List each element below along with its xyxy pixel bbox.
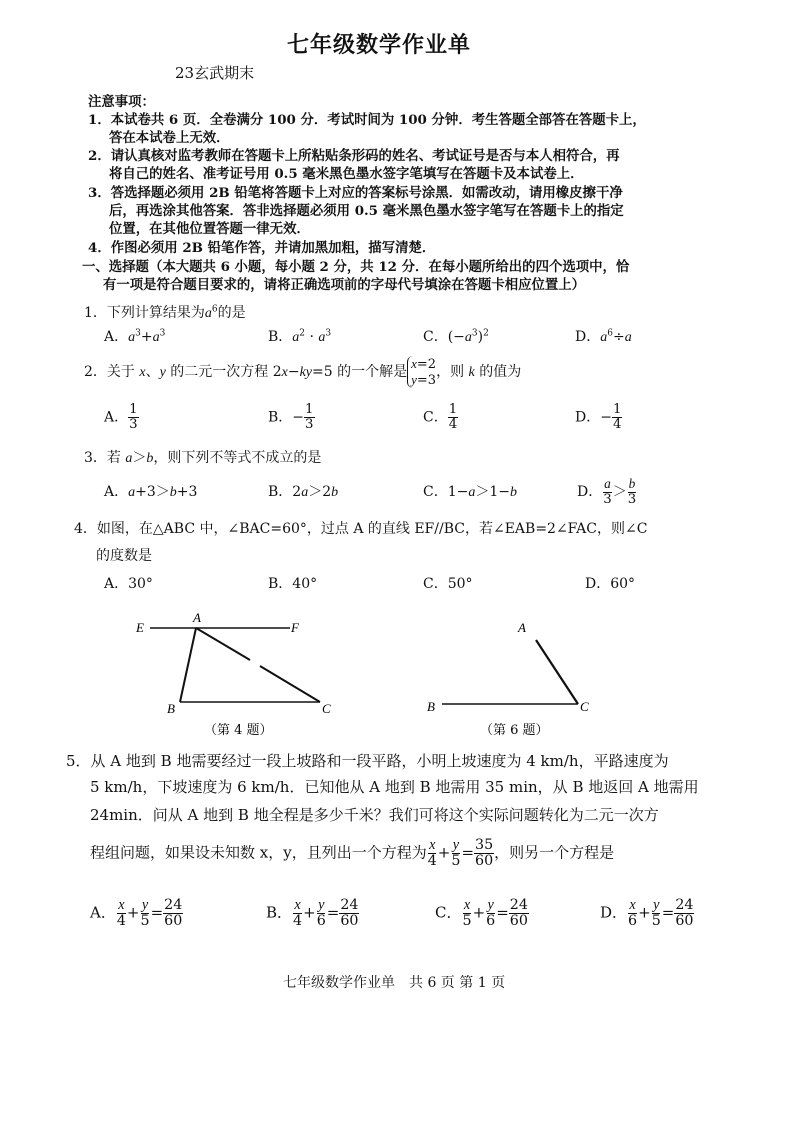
question-4: 4．如图，在△ABC 中，∠BAC=60°，过点 A 的直线 EF//BC，若∠EAB=2∠FAC，则∠C	[74, 521, 648, 537]
question-text: 若	[106, 450, 126, 466]
question-5-cont: 5 km/h，下坡速度为 6 km/h．已知他从 A 地到 B 地需用 35 min，从 B 地返回 A 地需用	[90, 778, 699, 796]
question-text: ，则另一个方程是	[494, 843, 615, 862]
figure-4-caption: （第 4 题）	[204, 723, 273, 738]
q4-option-b[interactable]: B．40°	[268, 576, 318, 592]
q1-option-b[interactable]: B．$a^2 \cdot a^3$	[268, 328, 332, 345]
note-line: 答在本试卷上无效．	[109, 130, 230, 146]
q4-option-d[interactable]: D．60°	[585, 576, 636, 592]
question-text: 关于	[106, 364, 140, 380]
label-a: A	[518, 620, 526, 635]
section-heading-cont: 有一项是符合题目要求的，请将正确选项前的字母代号填涂在答题卡相应位置上）	[103, 277, 586, 293]
label-b: B	[167, 701, 175, 716]
page-title: 七年级数学作业单	[287, 32, 472, 58]
note-line: 将自己的姓名、准考证号用 0.5 毫米黑色墨水签字笔填写在答题卡及本试卷上．	[109, 166, 584, 182]
q2-option-d[interactable]: D．− $\frac{1}{4}$	[575, 402, 622, 432]
question-1: 1．下列计算结果为$a^6$的是	[84, 304, 246, 321]
q3-option-c[interactable]: C．1−a＞1−b	[423, 484, 517, 500]
question-4-cont: 的度数是	[96, 548, 152, 564]
question-number: 1．	[84, 305, 107, 321]
question-text: 的二元一次方程	[165, 364, 273, 380]
question-number: 3．	[84, 450, 107, 466]
q4-option-a[interactable]: A．30°	[104, 576, 153, 592]
q5-option-a[interactable]: A． $\frac{x}{4}$ + $\frac{y}{5}$ = $\frac{24}{60}$	[90, 897, 183, 929]
question-text: 的是	[217, 305, 246, 321]
label-c: C	[580, 699, 589, 714]
question-2: 2．关于 x、y 的二元一次方程 2x−ky=5 的一个解是 x=2 y=3 ，则 k 的值为	[84, 356, 522, 388]
question-3: 3．若 a＞b，则下列不等式不成立的是	[84, 450, 322, 466]
segment-ac	[536, 640, 578, 704]
question-5-cont: 24min．问从 A 地到 B 地全程是多少千米？我们可将这个实际问题转化为二元一次方	[90, 806, 659, 824]
note-line: 4．作图必须用 2B 铅笔作答，并请加黑加粗，描写清楚．	[88, 240, 436, 256]
q3-option-d[interactable]: D． $\frac{a}{3}$ ＞ $\frac{b}{3}$	[577, 476, 637, 507]
note-line: 2．请认真核对监考教师在答题卡上所粘贴条形码的姓名、考试证号是否与本人相符合，再	[88, 148, 620, 164]
q1-option-c[interactable]: C．$(-a^3)^2$	[423, 328, 489, 345]
page-footer: 七年级数学作业单 共 6 页 第 1 页	[283, 975, 506, 991]
label-a: A	[193, 610, 201, 625]
notes-heading: 注意事项：	[88, 94, 155, 110]
q5-option-b[interactable]: B． $\frac{x}{4}$ + $\frac{y}{6}$ = $\frac{24}{60}$	[266, 897, 359, 929]
q5-option-c[interactable]: C． $\frac{x}{5}$ + $\frac{y}{6}$ = $\frac{24}{60}$	[435, 897, 528, 929]
figures-svg	[0, 600, 794, 750]
q3-option-b[interactable]: B．2a＞2b	[268, 484, 339, 500]
question-text: 程组问题，如果设未知数 x，y，且列出一个方程为	[90, 843, 427, 862]
figure-6	[427, 620, 589, 738]
figure-4	[135, 610, 331, 738]
question-text: ，则下列不等式不成立的是	[153, 450, 322, 466]
q2-option-a[interactable]: A． $\frac{1}{3}$	[104, 402, 138, 432]
question-text: 的值为	[474, 364, 522, 380]
segment-ab	[180, 628, 196, 702]
section-heading: 一、选择题（本大题共 6 小题，每小题 2 分，共 12 分．在每小题所给出的四个选项中，恰	[82, 259, 630, 275]
question-5-cont: 程组问题，如果设未知数 x，y，且列出一个方程为 $\frac{x}{4}$ + $\frac{y}{5}$ = $\frac{35}{60}$ ，则另一个方程是	[90, 837, 615, 869]
q4-option-c[interactable]: C．50°	[423, 576, 473, 592]
label-f: F	[291, 620, 299, 635]
note-line: 3．答选择题必须用 2B 铅笔将答题卡上对应的答案标号涂黑．如需改动，请用橡皮擦干净	[88, 185, 623, 201]
q3-option-a[interactable]: A．a+3＞b+3	[104, 484, 198, 500]
question-text: ，则	[436, 364, 469, 380]
note-line: 位置，在其他位置答题一律无效．	[109, 221, 310, 237]
question-text: 下列计算结果为	[106, 305, 205, 321]
q5-option-d[interactable]: D． $\frac{x}{6}$ + $\frac{y}{5}$ = $\frac{24}{60}$	[600, 897, 694, 929]
note-line: 后，再选涂其他答案．答非选择题必须用 0.5 毫米黑色墨水签字笔写在答题卡上的指定	[109, 203, 624, 219]
q1-option-d[interactable]: D．$a^6\div a$	[575, 328, 632, 345]
segment-ac	[196, 628, 250, 660]
note-line: 1．本试卷共 6 页．全卷满分 100 分．考试时间为 100 分钟．考生答题全部答在答题卡上，	[88, 112, 646, 128]
exam-source: 23玄武期末	[175, 64, 255, 82]
label-c: C	[322, 701, 331, 716]
figure-6-caption: （第 6 题）	[480, 723, 549, 738]
label-b: B	[427, 699, 435, 714]
q2-option-b[interactable]: B．− $\frac{1}{3}$	[268, 402, 314, 432]
segment-ac	[260, 666, 320, 702]
label-e: E	[136, 620, 144, 635]
q1-option-a[interactable]: A．$a^3+a^3$	[104, 328, 166, 345]
question-5: 5．从 A 地到 B 地需要经过一段上坡路和一段平路，小明上坡速度为 4 km/h，平路速度为	[66, 752, 669, 770]
question-number: 2．	[84, 364, 107, 380]
solution-system: x=2 y=3	[407, 356, 436, 388]
question-text: 的一个解是	[332, 364, 408, 380]
q2-option-c[interactable]: C． $\frac{1}{4}$	[423, 402, 458, 432]
